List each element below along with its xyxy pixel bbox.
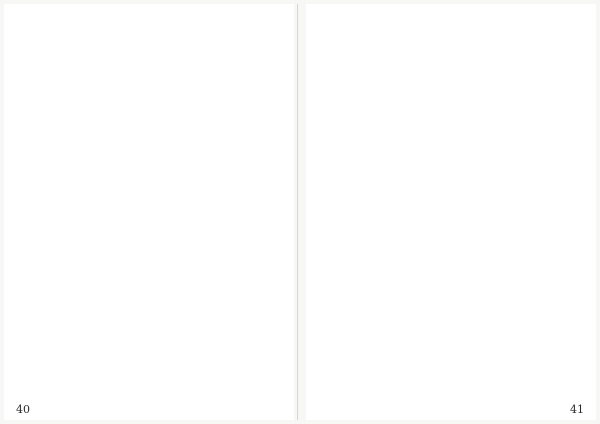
paragraph xyxy=(16,67,282,74)
paragraph xyxy=(318,23,584,30)
interview-question xyxy=(16,23,282,30)
paragraph xyxy=(16,56,282,63)
gutter-divider xyxy=(297,4,298,420)
paragraph xyxy=(16,100,282,107)
paragraph xyxy=(16,89,282,96)
left-page xyxy=(4,4,294,420)
page-number: 41 xyxy=(570,403,584,416)
paragraph xyxy=(318,56,584,63)
paragraph xyxy=(318,34,584,41)
paragraph xyxy=(16,12,282,19)
paragraph xyxy=(318,67,584,74)
paragraph xyxy=(318,12,584,19)
interview-question xyxy=(318,78,584,85)
left-page-text xyxy=(16,12,282,398)
right-page xyxy=(306,4,596,420)
right-page-text xyxy=(318,12,584,398)
interview-question xyxy=(318,45,584,52)
interview-question xyxy=(16,45,282,52)
paragraph xyxy=(16,34,282,41)
interview-question xyxy=(16,78,282,85)
paragraph xyxy=(318,89,584,96)
page-number: 40 xyxy=(16,403,30,416)
